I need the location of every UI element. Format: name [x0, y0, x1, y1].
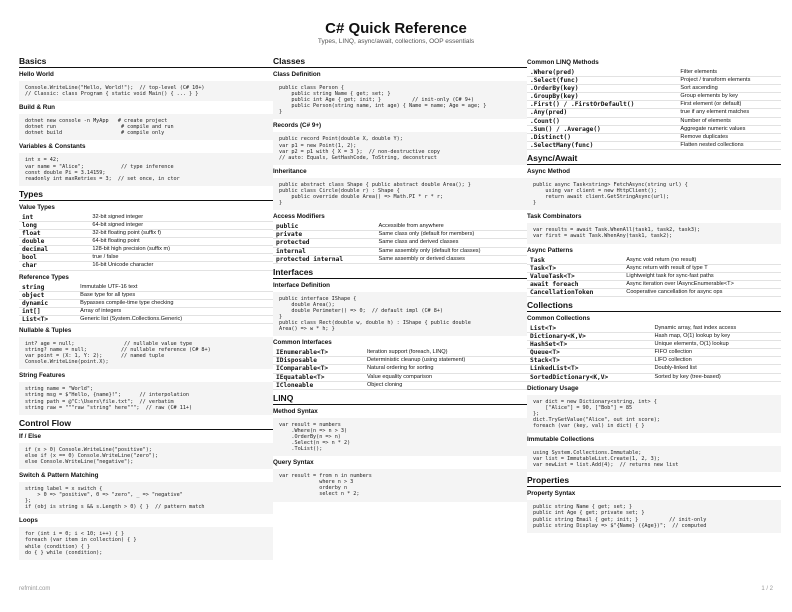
table-description: 32-bit signed integer — [89, 214, 273, 222]
subsection-heading: Value Types — [19, 203, 55, 211]
code-line: var point = (X: 1, Y: 2); // named tuple — [25, 353, 165, 360]
code-line: .OrderBy(n => n) — [279, 433, 341, 440]
page-title: C# Quick Reference — [325, 20, 467, 37]
section-heading: LINQ — [273, 393, 527, 405]
table-row — [19, 246, 273, 254]
table-row — [273, 255, 527, 263]
code-line: dotnet run # compile and run — [25, 124, 174, 131]
table-keyword: .First() / .FirstOrDefault() — [527, 101, 677, 109]
table-description: First element (or default) — [677, 101, 781, 109]
table-description: Value equality comparison — [364, 373, 527, 381]
table-row — [527, 325, 781, 333]
table-keyword: SortedDictionary<K,V> — [527, 373, 651, 381]
subsection-heading: Build & Run — [19, 104, 56, 112]
table-row — [527, 117, 781, 125]
table-keyword: await foreach — [527, 280, 623, 288]
table-row — [273, 357, 527, 365]
table-keyword: Stack<T> — [527, 357, 651, 365]
code-block — [527, 395, 781, 433]
subsection-heading: Interface Definition — [273, 281, 331, 289]
table-keyword: IDisposable — [273, 357, 364, 365]
subsection-heading: Property Syntax — [527, 490, 576, 498]
subsection-heading: String Features — [19, 372, 66, 380]
table-description: Iteration support (foreach, LINQ) — [364, 349, 527, 357]
code-line: public class Circle(double r) : Shape { — [279, 187, 400, 194]
footer-site: refmint.com — [19, 586, 51, 592]
code-block — [273, 178, 527, 210]
table-description: Cooperative cancellation for async ops — [623, 288, 781, 296]
code-line: var dict = new Dictionary<string, int> { — [533, 398, 657, 405]
subsection-heading: If / Else — [19, 432, 42, 440]
page-header — [0, 20, 792, 45]
code-block — [527, 178, 781, 210]
table-keyword: CancellationToken — [527, 288, 623, 296]
code-line: public int Age { get; private set; } — [533, 510, 645, 517]
table-keyword: .Select(func) — [527, 77, 677, 85]
table-description: Bypasses compile-time type checking — [77, 299, 273, 307]
code-line: string name = "World"; — [25, 386, 94, 393]
code-line: else if (x == 0) Console.WriteLine("zero"); — [25, 452, 159, 459]
subsection-heading: Nullable & Tuples — [19, 326, 72, 334]
subsection-heading: Class Definition — [273, 71, 321, 78]
subsection-heading: Access Modifiers — [273, 213, 325, 221]
table-description: Project / transform elements — [677, 77, 781, 85]
subsection-heading: Reference Types — [19, 273, 69, 281]
code-line: select n * 2; — [279, 491, 360, 498]
footer-page-number: 1 / 2 — [761, 586, 773, 592]
table-row — [19, 221, 273, 229]
table-row — [19, 284, 273, 292]
code-line: if (x > 0) Console.WriteLine("positive"); — [25, 446, 152, 453]
table-keyword: public — [273, 223, 376, 231]
table-description: Doubly-linked list — [651, 365, 781, 373]
reference-table — [273, 223, 527, 263]
table-keyword: .Any(pred) — [527, 109, 677, 117]
table-row — [273, 239, 527, 247]
column-2 — [273, 56, 527, 505]
section-heading: Collections — [527, 300, 781, 312]
table-row — [527, 69, 781, 77]
table-description: 64-bit signed integer — [89, 221, 273, 229]
section-heading: Interfaces — [273, 267, 527, 279]
table-description: Hash map, O(1) lookup by key — [651, 333, 781, 341]
table-keyword: HashSet<T> — [527, 341, 651, 349]
table-keyword: List<T> — [19, 315, 77, 323]
subsection-heading: Hello World — [19, 71, 54, 78]
table-keyword: ICloneable — [273, 381, 364, 389]
table-description: Same class only (default for members) — [376, 231, 528, 239]
code-line: readonly int maxRetries = 3; // set once, in ctor — [25, 175, 180, 182]
code-line: else Console.WriteLine("negative"); — [25, 458, 134, 465]
table-description: Aggregate numeric values — [677, 125, 781, 133]
table-row — [527, 264, 781, 272]
table-description: 32-bit floating point (suffix f) — [89, 230, 273, 238]
table-keyword: .GroupBy(key) — [527, 93, 677, 101]
page-subtitle: Types, LINQ, async/await, collections, OOP essentials — [317, 38, 475, 45]
column-3 — [527, 56, 781, 536]
table-row — [19, 307, 273, 315]
table-description: Unique elements, O(1) lookup — [651, 341, 781, 349]
code-line: string msg = $"Hello, {name}!"; // interpolation — [25, 392, 190, 399]
section-heading: Async/Await — [527, 153, 781, 165]
subsection-heading: Query Syntax — [273, 459, 314, 467]
table-description: true if any element matches — [677, 109, 781, 117]
code-line: var newList = list.Add(4); // returns new list — [533, 462, 679, 469]
code-block — [19, 337, 273, 369]
table-description: Number of elements — [677, 117, 781, 125]
table-row — [19, 262, 273, 270]
code-line: } — [279, 109, 283, 116]
code-line: const double Pi = 3.14159; — [25, 169, 106, 176]
code-line: } — [279, 313, 283, 320]
code-line: int? age = null; // nullable value type — [25, 340, 193, 347]
reference-table — [273, 349, 527, 389]
subsection-heading: Method Syntax — [273, 407, 318, 415]
table-description: Filter elements — [677, 69, 781, 77]
code-line: if (obj is string s && s.Length > 0) { } // pattern match — [25, 504, 205, 511]
code-line: public string Email { get; init; } // init-only — [533, 516, 707, 523]
table-row — [273, 247, 527, 255]
table-keyword: string — [19, 284, 77, 292]
table-keyword: .Count() — [527, 117, 677, 125]
table-row — [527, 85, 781, 93]
table-keyword: char — [19, 262, 89, 270]
code-line: Area() => w * h; } — [279, 326, 335, 333]
subsection-heading: Variables & Constants — [19, 143, 86, 151]
subsection-heading: Common LINQ Methods — [527, 59, 599, 66]
table-description: Base type for all types — [77, 291, 273, 299]
table-keyword: Task — [527, 257, 623, 265]
reference-table — [527, 325, 781, 382]
table-keyword: IComparable<T> — [273, 365, 364, 373]
table-row — [527, 365, 781, 373]
subsection-heading: Dictionary Usage — [527, 384, 579, 392]
code-block — [273, 81, 527, 119]
subsection-heading: Task Combinators — [527, 213, 582, 221]
code-block — [527, 500, 781, 532]
table-row — [19, 315, 273, 323]
code-block — [19, 382, 273, 414]
subsection-heading: Switch & Pattern Matching — [19, 472, 99, 479]
table-row — [19, 254, 273, 262]
table-description: true / false — [89, 254, 273, 262]
reference-table — [527, 69, 781, 150]
section-heading: Control Flow — [19, 418, 273, 430]
table-row — [273, 223, 527, 231]
table-description: Natural ordering for sorting — [364, 365, 527, 373]
code-line: var result = numbers — [279, 421, 341, 428]
code-line: public Person(string name, int age) { Name = name; Age = age; } — [279, 103, 487, 110]
table-row — [527, 257, 781, 265]
code-line: // Classic: class Program { static void Main() { ... } } — [25, 91, 199, 98]
table-description: Flatten nested collections — [677, 141, 781, 149]
table-description: Dynamic array, fast index access — [651, 325, 781, 333]
code-line: public string Name { get; set; } — [279, 91, 391, 98]
code-line: using var client = new HttpClient(); — [533, 188, 657, 195]
table-row — [19, 299, 273, 307]
table-description: Sort ascending — [677, 85, 781, 93]
code-line: for (int i = 0; i < 10; i++) { } — [25, 531, 125, 538]
table-row — [527, 77, 781, 85]
code-line: } — [533, 200, 537, 207]
code-line: var list = ImmutableList.Create(1, 2, 3); — [533, 456, 660, 463]
code-line: foreach (var (key, val) in dict) { } — [533, 423, 645, 429]
code-block — [19, 153, 273, 185]
table-description: Sorted by key (tree-based) — [651, 373, 781, 381]
code-line: int x = 42; — [25, 157, 60, 164]
code-line: var p2 = p1 with { X = 3 }; // non-destructive copy — [279, 148, 440, 155]
table-row — [19, 291, 273, 299]
section-heading: Basics — [19, 56, 273, 68]
code-line: > 0 => "positive", 0 => "zero", _ => "negative" — [25, 492, 183, 499]
subsection-heading: Common Interfaces — [273, 339, 332, 347]
table-row — [527, 125, 781, 133]
subsection-heading: Async Method — [527, 167, 571, 175]
code-line: public class Person { — [279, 85, 344, 91]
subsection-heading: Immutable Collections — [527, 436, 595, 444]
code-block — [19, 482, 273, 514]
code-line: double Area(); — [279, 301, 335, 308]
table-description: Same class and derived classes — [376, 239, 528, 247]
code-line: var results = await Task.WhenAll(task1, task2, task3); — [533, 227, 701, 234]
reference-table — [527, 257, 781, 297]
table-row — [527, 341, 781, 349]
table-keyword: protected internal — [273, 255, 376, 263]
code-line: return await client.GetStringAsync(url); — [533, 194, 670, 201]
code-line: public string Display => $"{Name} ({Age})"; // computed — [533, 522, 707, 529]
code-line: var name = "Alice"; // type inference — [25, 163, 174, 170]
table-keyword: internal — [273, 247, 376, 255]
table-keyword: object — [19, 291, 77, 299]
code-line: public record Point(double X, double Y); — [279, 136, 403, 143]
code-line: var result = from n in numbers — [279, 473, 372, 480]
table-row — [527, 357, 781, 365]
table-description: Remove duplicates — [677, 133, 781, 141]
table-keyword: bool — [19, 254, 89, 262]
table-description: Group elements by key — [677, 93, 781, 101]
code-line: do { } while (condition); — [25, 549, 103, 556]
subsection-heading: Loops — [19, 517, 38, 525]
code-line: public string Name { get; set; } — [533, 504, 633, 511]
table-row — [527, 141, 781, 149]
table-keyword: LinkedList<T> — [527, 365, 651, 373]
column-1 — [19, 56, 273, 563]
table-keyword: int — [19, 214, 89, 222]
code-block — [19, 527, 273, 559]
table-keyword: .OrderBy(key) — [527, 85, 677, 93]
code-line: // auto: Equals, GetHashCode, ToString, deconstruct — [279, 154, 437, 161]
table-row — [527, 272, 781, 280]
table-row — [527, 133, 781, 141]
code-line: where n > 3 — [279, 479, 354, 486]
table-description: Object cloning — [364, 381, 527, 389]
code-line: var first = await Task.WhenAny(task1, task2); — [533, 233, 673, 240]
code-line: double Perimeter() => 0; // default impl (C# 8+) — [279, 307, 444, 314]
table-keyword: decimal — [19, 246, 89, 254]
code-line: string label = x switch { — [25, 486, 103, 492]
table-description: Generic list (System.Collections.Generic) — [77, 315, 273, 323]
table-keyword: private — [273, 231, 376, 239]
code-line: public class Rect(double w, double h) : IShape { public double — [279, 320, 471, 327]
table-keyword: List<T> — [527, 325, 651, 333]
table-row — [273, 381, 527, 389]
subsection-heading: Inheritance — [273, 167, 307, 175]
code-line: }; — [25, 498, 32, 505]
code-line: }; — [533, 410, 540, 417]
code-block — [527, 446, 781, 472]
code-line: public int Age { get; init; } // init-only (C# 9+) — [279, 97, 474, 104]
table-row — [19, 214, 273, 222]
code-line: foreach (var item in collection) { } — [25, 537, 137, 544]
table-row — [527, 101, 781, 109]
code-block — [19, 114, 273, 140]
code-block — [19, 81, 273, 101]
code-line: string raw = """raw "string" here"""; // raw (C# 11+) — [25, 404, 193, 411]
table-keyword: ValueTask<T> — [527, 272, 623, 280]
table-keyword: .Sum() / .Average() — [527, 125, 677, 133]
table-description: 64-bit floating point — [89, 238, 273, 246]
table-description: Accessible from anywhere — [376, 223, 528, 231]
table-description: Async void return (no result) — [623, 257, 781, 265]
code-block — [273, 418, 527, 456]
section-heading: Classes — [273, 56, 527, 68]
table-keyword: float — [19, 230, 89, 238]
table-keyword: Task<T> — [527, 264, 623, 272]
subsection-heading: Common Collections — [527, 314, 590, 322]
table-keyword: dynamic — [19, 299, 77, 307]
subsection-heading: Async Patterns — [527, 246, 573, 254]
code-line: dotnet new console -n MyApp # create project — [25, 118, 168, 125]
code-line: public abstract class Shape { public abstract double Area(); } — [279, 181, 471, 188]
table-description: Array of integers — [77, 307, 273, 315]
reference-table — [19, 284, 273, 324]
table-row — [527, 93, 781, 101]
table-keyword: long — [19, 221, 89, 229]
table-keyword: .Distinct() — [527, 133, 677, 141]
code-line: ["Alice"] = 90, ["Bob"] = 85 — [533, 404, 633, 411]
table-keyword: Dictionary<K,V> — [527, 333, 651, 341]
table-description: Immutable UTF-16 text — [77, 284, 273, 292]
code-line: public async Task<string> FetchAsync(string url) { — [533, 181, 688, 188]
table-description: Deterministic cleanup (using statement) — [364, 357, 527, 365]
table-description: Same assembly or derived classes — [376, 255, 528, 263]
table-description: LIFO collection — [651, 357, 781, 365]
code-block — [273, 132, 527, 164]
code-line: var p1 = new Point(1, 2); — [279, 142, 357, 149]
code-line: while (condition) { } — [25, 543, 90, 550]
code-line: .Where(n => n > 3) — [279, 427, 348, 434]
table-row — [527, 333, 781, 341]
code-line: using System.Collections.Immutable; — [533, 450, 642, 457]
table-keyword: Queue<T> — [527, 349, 651, 357]
table-description: 128-bit high precision (suffix m) — [89, 246, 273, 254]
code-line: dict.TryGetValue("Alice", out int score); — [533, 416, 660, 423]
table-row — [273, 365, 527, 373]
code-line: Console.WriteLine("Hello, World!"); // top-level (C# 10+) — [25, 85, 205, 91]
table-row — [273, 373, 527, 381]
table-row — [527, 349, 781, 357]
reference-table — [19, 214, 273, 271]
code-line: .Select(n => n * 2) — [279, 440, 351, 446]
table-keyword: IEnumerable<T> — [273, 349, 364, 357]
table-description: FIFO collection — [651, 349, 781, 357]
table-row — [273, 349, 527, 357]
code-block — [19, 443, 273, 469]
table-description: Async iteration over IAsyncEnumerable<T> — [623, 280, 781, 288]
table-row — [19, 230, 273, 238]
subsection-heading: Records (C# 9+) — [273, 122, 322, 130]
table-description: Same assembly only (default for classes) — [376, 247, 528, 255]
table-description: Async return with result of type T — [623, 264, 781, 272]
table-keyword: double — [19, 238, 89, 246]
table-keyword: protected — [273, 239, 376, 247]
table-keyword: int[] — [19, 307, 77, 315]
code-line: dotnet build # compile only — [25, 130, 165, 137]
table-row — [527, 109, 781, 117]
table-row — [273, 231, 527, 239]
code-line: public interface IShape { — [279, 295, 357, 302]
code-line: Console.WriteLine(point.X); — [25, 359, 109, 366]
code-line: public override double Area() => Math.PI * r * r; — [279, 194, 444, 201]
section-heading: Types — [19, 189, 273, 201]
code-line: } — [279, 200, 283, 207]
code-line: orderby n — [279, 485, 348, 492]
table-keyword: IEquatable<T> — [273, 373, 364, 381]
code-block — [273, 292, 527, 337]
table-description: Lightweight task for sync-fast paths — [623, 272, 781, 280]
table-row — [527, 373, 781, 381]
table-keyword: .Where(pred) — [527, 69, 677, 77]
table-row — [527, 288, 781, 296]
code-block — [527, 223, 781, 243]
table-keyword: .SelectMany(func) — [527, 141, 677, 149]
table-row — [527, 280, 781, 288]
table-row — [19, 238, 273, 246]
code-block — [273, 469, 527, 501]
code-line: string? name = null; // nullable reference (C# 8+) — [25, 347, 211, 354]
code-line: .ToList(); — [279, 446, 323, 453]
code-line: string path = @"C:\Users\file.txt"; // verbatim — [25, 398, 174, 405]
section-heading: Properties — [527, 475, 781, 487]
table-description: 16-bit Unicode character — [89, 262, 273, 270]
